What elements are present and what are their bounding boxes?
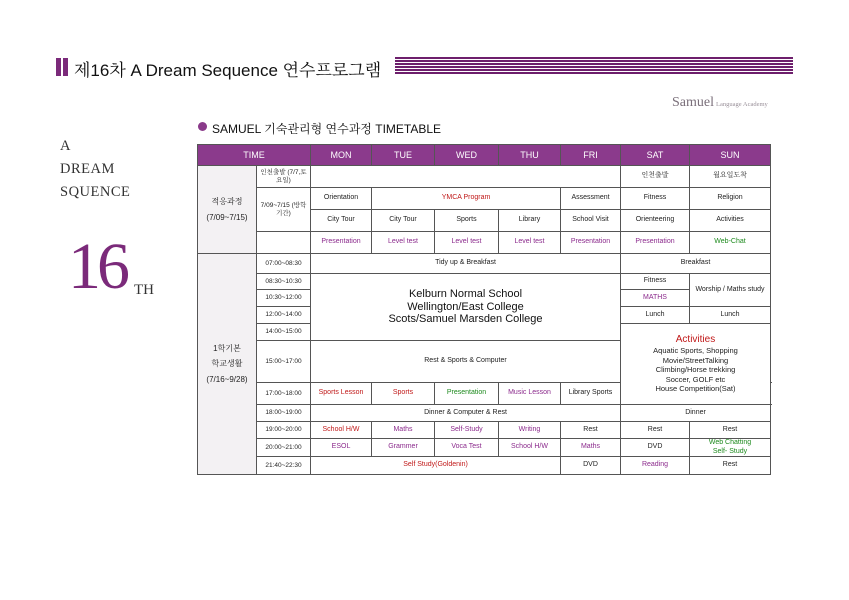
table-cell: Rest xyxy=(690,457,771,475)
table-cell: Fitness xyxy=(621,188,690,210)
table-cell: Presentation xyxy=(561,232,621,254)
period-cell: 7/09~7/15 (방학기간) xyxy=(257,188,311,232)
activities-title: Activities xyxy=(675,334,716,346)
table-cell: Presentation xyxy=(435,383,499,405)
table-cell: Grammer xyxy=(372,439,435,457)
term-label-title: 1학기본 xyxy=(213,344,241,354)
header-time: TIME xyxy=(198,145,311,166)
time-cell: 07:00~08:30 xyxy=(257,254,311,274)
table-cell: Self-Study xyxy=(435,422,499,439)
table-header-row xyxy=(198,145,771,166)
time-cell: 17:00~18:00 xyxy=(257,383,311,405)
header-mon: MON xyxy=(311,145,372,166)
table-cell: Maths xyxy=(561,439,621,457)
header-tue: TUE xyxy=(372,145,435,166)
table-cell: YMCA Program xyxy=(372,188,561,210)
page-title: 제16차 A Dream Sequence 연수프로그램 xyxy=(74,61,382,80)
brand-main: Samuel xyxy=(672,95,714,110)
table-cell: 인천출발 xyxy=(621,166,690,188)
table-cell: DVD xyxy=(621,439,690,457)
table-cell: Maths xyxy=(372,422,435,439)
table-cell: Tidy up & Breakfast xyxy=(311,254,621,274)
activity-line: Movie/StreetTalking xyxy=(662,355,729,365)
table-cell: Level test xyxy=(435,232,499,254)
activity-line: Aquatic Sports, Shopping xyxy=(653,346,738,356)
header-bars-icon xyxy=(56,58,68,76)
table-cell: Music Lesson xyxy=(499,383,561,405)
table-row xyxy=(198,254,771,274)
table-cell: Assessment xyxy=(561,188,621,210)
table-cell: Writing xyxy=(499,422,561,439)
table-cell: City Tour xyxy=(311,210,372,232)
table-cell: Dinner xyxy=(621,405,771,422)
table-cell: Web-Chat xyxy=(690,232,771,254)
table-cell: Lunch xyxy=(621,307,690,324)
table-cell: Sports xyxy=(435,210,499,232)
header-stripes xyxy=(395,57,793,74)
side-word-dream: DREAM xyxy=(60,161,115,177)
table-cell: Breakfast xyxy=(621,254,771,274)
table-cell: School Visit xyxy=(561,210,621,232)
school-line: Wellington/East College xyxy=(407,300,524,313)
table-cell: Library xyxy=(499,210,561,232)
side-word-sequence: SQUENCE xyxy=(60,184,131,200)
arrival-cell: 인천출발 (7/7,토요일) xyxy=(257,166,311,188)
table-row xyxy=(198,274,771,290)
time-cell: 19:00~20:00 xyxy=(257,422,311,439)
header-fri: FRI xyxy=(561,145,621,166)
table-row xyxy=(198,232,771,254)
table-cell: Self Study(Goldenin) xyxy=(311,457,561,475)
web-chatting-text: Web Chatting xyxy=(708,439,752,447)
table-cell: Reading xyxy=(621,457,690,475)
time-cell: 21:40~22:30 xyxy=(257,457,311,475)
table-cell: Level test xyxy=(499,232,561,254)
header-thu: THU xyxy=(499,145,561,166)
time-cell: 14:00~15:00 xyxy=(257,324,311,341)
self-study-text: Self- Study xyxy=(712,447,748,455)
school-line: Kelburn Normal School xyxy=(408,288,523,301)
table-cell: Rest & Sports & Computer xyxy=(311,341,621,383)
table-cell: Rest xyxy=(561,422,621,439)
orientation-label-dates: (7/09~7/15) xyxy=(206,212,248,222)
table-cell: Lunch xyxy=(690,307,771,324)
orientation-label xyxy=(198,166,257,254)
school-line: Scots/Samuel Marsden College xyxy=(388,313,543,326)
activity-line: Soccer, GOLF etc xyxy=(665,374,726,384)
table-cell: Orienteering xyxy=(621,210,690,232)
orientation-label-title: 적응과정 xyxy=(211,197,243,207)
table-cell: Presentation xyxy=(621,232,690,254)
table-cell xyxy=(257,232,311,254)
number-suffix: TH xyxy=(134,282,154,298)
table-cell xyxy=(690,439,771,457)
table-cell: City Tour xyxy=(372,210,435,232)
table-cell: School H/W xyxy=(499,439,561,457)
table-row xyxy=(198,457,771,475)
table-cell: Presentation xyxy=(311,232,372,254)
brand-sub: Language Academy xyxy=(716,101,768,108)
time-cell: 08:30~10:30 xyxy=(257,274,311,290)
header-sat: SAT xyxy=(621,145,690,166)
table-row xyxy=(198,422,771,439)
table-cell xyxy=(311,166,621,188)
table-cell: Sports Lesson xyxy=(311,383,372,405)
time-cell: 18:00~19:00 xyxy=(257,405,311,422)
table-cell: MATHS xyxy=(621,290,690,307)
table-cell: Fitness xyxy=(621,274,690,290)
table-cell: Rest xyxy=(621,422,690,439)
activities-cell xyxy=(621,324,771,405)
table-cell: 월요일도착 xyxy=(690,166,771,188)
timetable xyxy=(197,144,771,475)
activity-line: House Competition(Sat) xyxy=(655,384,736,394)
table-row xyxy=(198,188,771,210)
term-label-sub: 학교생활 xyxy=(211,359,243,369)
brand-logo xyxy=(672,95,768,111)
time-cell: 12:00~14:00 xyxy=(257,307,311,324)
table-cell: Library Sports xyxy=(561,383,621,405)
table-row xyxy=(198,166,771,188)
side-word-a: A xyxy=(60,138,71,154)
table-row xyxy=(198,405,771,422)
table-cell: Worship / Maths study xyxy=(690,274,771,307)
table-cell: School H/W xyxy=(311,422,372,439)
header-wed: WED xyxy=(435,145,499,166)
activity-line: Climbing/Horse trekking xyxy=(655,365,736,375)
table-cell: Activities xyxy=(690,210,771,232)
table-cell: Religion xyxy=(690,188,771,210)
table-cell: DVD xyxy=(561,457,621,475)
big-number: 16 xyxy=(68,230,126,303)
timetable-title: SAMUEL 기숙관리형 연수과정 TIMETABLE xyxy=(212,122,442,136)
bullet-icon xyxy=(198,122,207,131)
term-label xyxy=(198,254,257,475)
term-label-dates: (7/16~9/28) xyxy=(206,374,248,384)
table-cell: Dinner & Computer & Rest xyxy=(311,405,621,422)
table-row xyxy=(198,439,771,457)
time-cell: 20:00~21:00 xyxy=(257,439,311,457)
table-cell: ESOL xyxy=(311,439,372,457)
header-sun: SUN xyxy=(690,145,771,166)
school-cell xyxy=(311,274,621,341)
table-cell: Sports xyxy=(372,383,435,405)
table-cell: Orientation xyxy=(311,188,372,210)
time-cell: 10:30~12:00 xyxy=(257,290,311,307)
table-cell: Level test xyxy=(372,232,435,254)
table-cell: Voca Test xyxy=(435,439,499,457)
time-cell: 15:00~17:00 xyxy=(257,341,311,383)
table-cell: Rest xyxy=(690,422,771,439)
